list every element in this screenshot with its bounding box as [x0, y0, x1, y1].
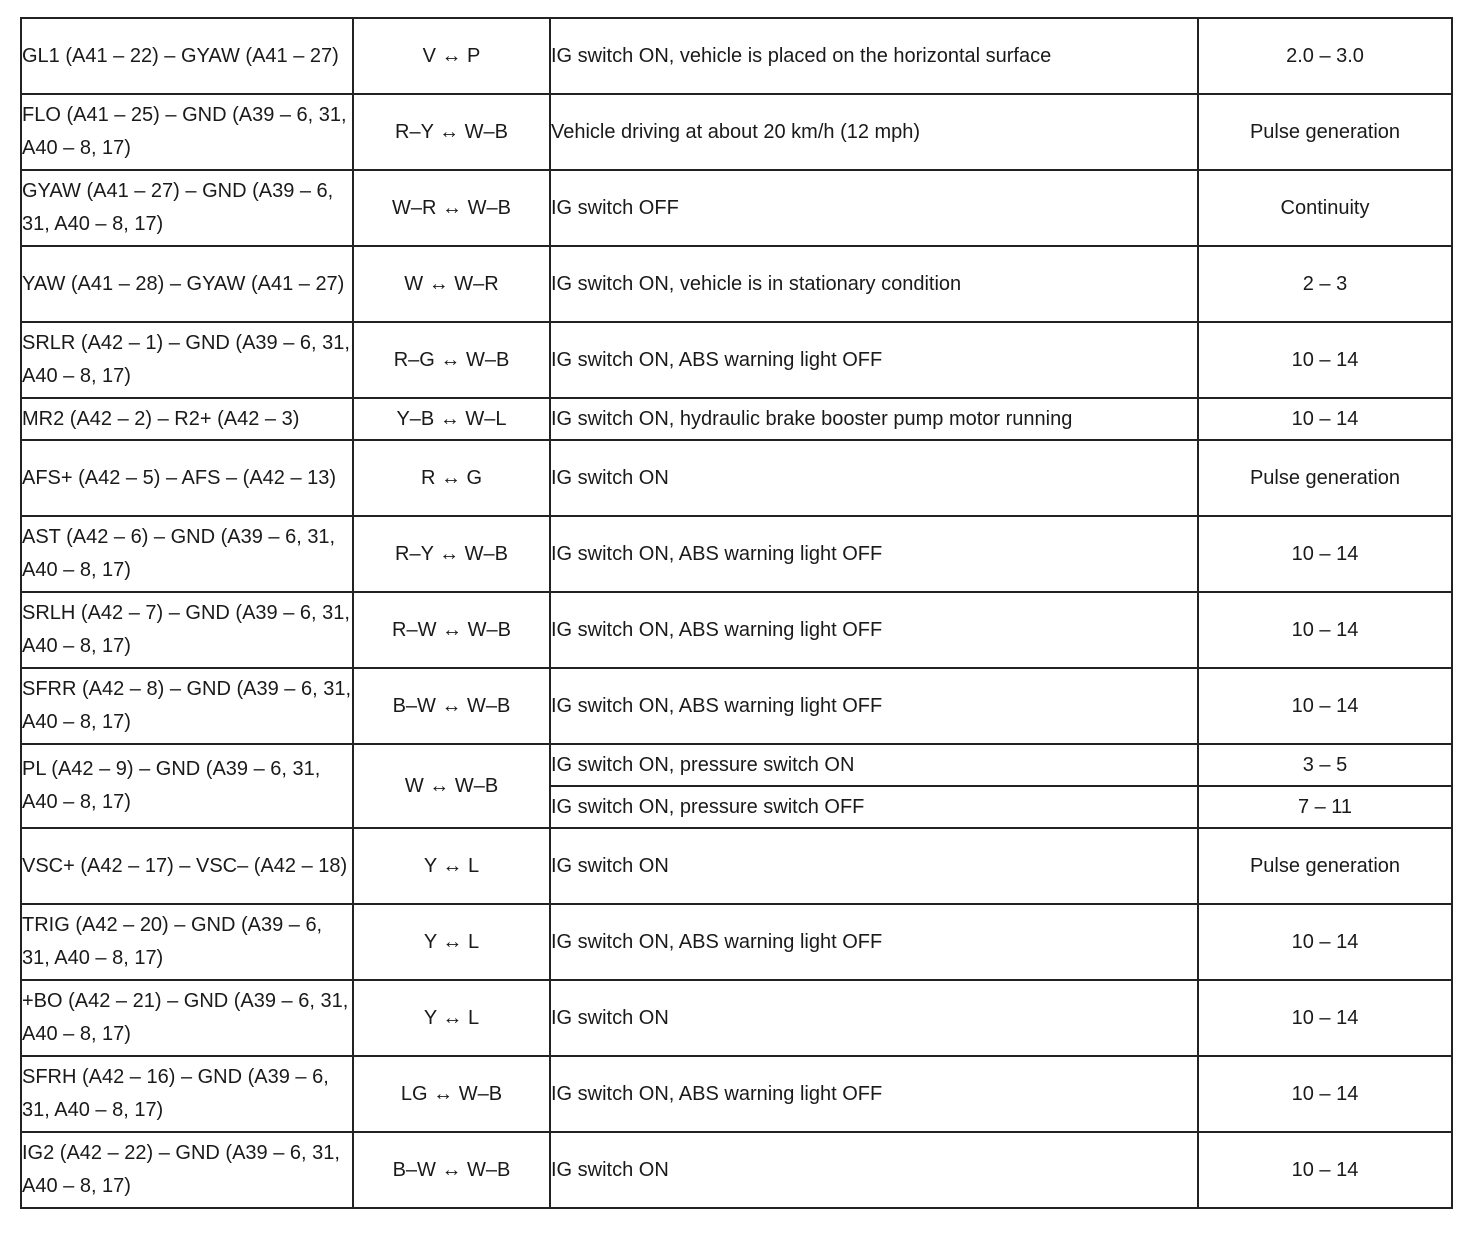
spec-cell: Continuity	[1198, 170, 1452, 246]
table-row	[21, 744, 1452, 786]
wire-color-cell: W ↔ W–R	[353, 246, 550, 322]
condition-cell: IG switch ON	[550, 828, 1198, 904]
table-row	[21, 18, 1452, 94]
terminal-cell: FLO (A41 – 25) – GND (A39 – 6, 31, A40 – 8, 17)	[21, 94, 353, 170]
table-row	[21, 904, 1452, 980]
terminal-cell: GYAW (A41 – 27) – GND (A39 – 6, 31, A40 – 8, 17)	[21, 170, 353, 246]
terminal-cell: AST (A42 – 6) – GND (A39 – 6, 31, A40 – 8, 17)	[21, 516, 353, 592]
table-row	[21, 668, 1452, 744]
wire-color-cell: V ↔ P	[353, 18, 550, 94]
terminal-cell: MR2 (A42 – 2) – R2+ (A42 – 3)	[21, 398, 353, 440]
terminal-cell: PL (A42 – 9) – GND (A39 – 6, 31, A40 – 8, 17)	[21, 744, 353, 828]
wire-color-cell: R–W ↔ W–B	[353, 592, 550, 668]
spec-cell: 10 – 14	[1198, 904, 1452, 980]
terminal-cell: YAW (A41 – 28) – GYAW (A41 – 27)	[21, 246, 353, 322]
table-row	[21, 440, 1452, 516]
terminal-cell: TRIG (A42 – 20) – GND (A39 – 6, 31, A40 – 8, 17)	[21, 904, 353, 980]
condition-cell: IG switch ON, vehicle is placed on the horizontal surface	[550, 18, 1198, 94]
table-row	[21, 94, 1452, 170]
condition-cell: IG switch ON	[550, 1132, 1198, 1208]
condition-cell: IG switch ON, vehicle is in stationary condition	[550, 246, 1198, 322]
terminal-cell: GL1 (A41 – 22) – GYAW (A41 – 27)	[21, 18, 353, 94]
terminal-cell: SFRR (A42 – 8) – GND (A39 – 6, 31, A40 – 8, 17)	[21, 668, 353, 744]
condition-cell: IG switch ON, pressure switch OFF	[550, 786, 1198, 828]
table-row	[21, 516, 1452, 592]
terminal-cell: IG2 (A42 – 22) – GND (A39 – 6, 31, A40 – 8, 17)	[21, 1132, 353, 1208]
spec-cell: 10 – 14	[1198, 516, 1452, 592]
wire-color-cell: Y ↔ L	[353, 828, 550, 904]
condition-cell: IG switch ON	[550, 980, 1198, 1056]
spec-cell: 10 – 14	[1198, 592, 1452, 668]
spec-cell: Pulse generation	[1198, 440, 1452, 516]
wire-color-cell: Y–B ↔ W–L	[353, 398, 550, 440]
wire-color-cell: LG ↔ W–B	[353, 1056, 550, 1132]
wire-color-cell: W ↔ W–B	[353, 744, 550, 828]
wire-color-cell: Y ↔ L	[353, 904, 550, 980]
wire-color-cell: B–W ↔ W–B	[353, 668, 550, 744]
terminal-cell: SFRH (A42 – 16) – GND (A39 – 6, 31, A40 – 8, 17)	[21, 1056, 353, 1132]
table-row	[21, 170, 1452, 246]
terminal-cell: +BO (A42 – 21) – GND (A39 – 6, 31, A40 – 8, 17)	[21, 980, 353, 1056]
condition-cell: IG switch ON, ABS warning light OFF	[550, 592, 1198, 668]
spec-cell: 10 – 14	[1198, 980, 1452, 1056]
spec-cell: 10 – 14	[1198, 668, 1452, 744]
spec-cell: 10 – 14	[1198, 1056, 1452, 1132]
spec-cell: 10 – 14	[1198, 1132, 1452, 1208]
condition-cell: IG switch ON, ABS warning light OFF	[550, 668, 1198, 744]
condition-cell: IG switch ON, ABS warning light OFF	[550, 1056, 1198, 1132]
condition-cell: IG switch ON, ABS warning light OFF	[550, 904, 1198, 980]
terminal-cell: SRLR (A42 – 1) – GND (A39 – 6, 31, A40 – 8, 17)	[21, 322, 353, 398]
condition-cell: IG switch ON, hydraulic brake booster pump motor running	[550, 398, 1198, 440]
spec-cell: Pulse generation	[1198, 94, 1452, 170]
terminal-cell: SRLH (A42 – 7) – GND (A39 – 6, 31, A40 – 8, 17)	[21, 592, 353, 668]
spec-cell: 3 – 5	[1198, 744, 1452, 786]
spec-cell: 2 – 3	[1198, 246, 1452, 322]
table-row	[21, 1132, 1452, 1208]
condition-cell: IG switch ON	[550, 440, 1198, 516]
table-row	[21, 246, 1452, 322]
wire-color-cell: R–G ↔ W–B	[353, 322, 550, 398]
table-row	[21, 322, 1452, 398]
spec-cell: 7 – 11	[1198, 786, 1452, 828]
wire-color-cell: W–R ↔ W–B	[353, 170, 550, 246]
condition-cell: IG switch OFF	[550, 170, 1198, 246]
condition-cell: IG switch ON, ABS warning light OFF	[550, 322, 1198, 398]
terminal-cell: AFS+ (A42 – 5) – AFS – (A42 – 13)	[21, 440, 353, 516]
spec-cell: 2.0 – 3.0	[1198, 18, 1452, 94]
wire-color-cell: B–W ↔ W–B	[353, 1132, 550, 1208]
wire-color-cell: Y ↔ L	[353, 980, 550, 1056]
table-row	[21, 398, 1452, 440]
condition-cell: IG switch ON, pressure switch ON	[550, 744, 1198, 786]
table-row	[21, 828, 1452, 904]
wire-color-cell: R–Y ↔ W–B	[353, 516, 550, 592]
wire-color-cell: R–Y ↔ W–B	[353, 94, 550, 170]
spec-cell: 10 – 14	[1198, 398, 1452, 440]
terminal-cell: VSC+ (A42 – 17) – VSC– (A42 – 18)	[21, 828, 353, 904]
table-row	[21, 1056, 1452, 1132]
table-row	[21, 592, 1452, 668]
terminal-spec-table	[20, 17, 1453, 1209]
spec-cell: Pulse generation	[1198, 828, 1452, 904]
spec-cell: 10 – 14	[1198, 322, 1452, 398]
condition-cell: IG switch ON, ABS warning light OFF	[550, 516, 1198, 592]
condition-cell: Vehicle driving at about 20 km/h (12 mph)	[550, 94, 1198, 170]
table-row	[21, 980, 1452, 1056]
wire-color-cell: R ↔ G	[353, 440, 550, 516]
